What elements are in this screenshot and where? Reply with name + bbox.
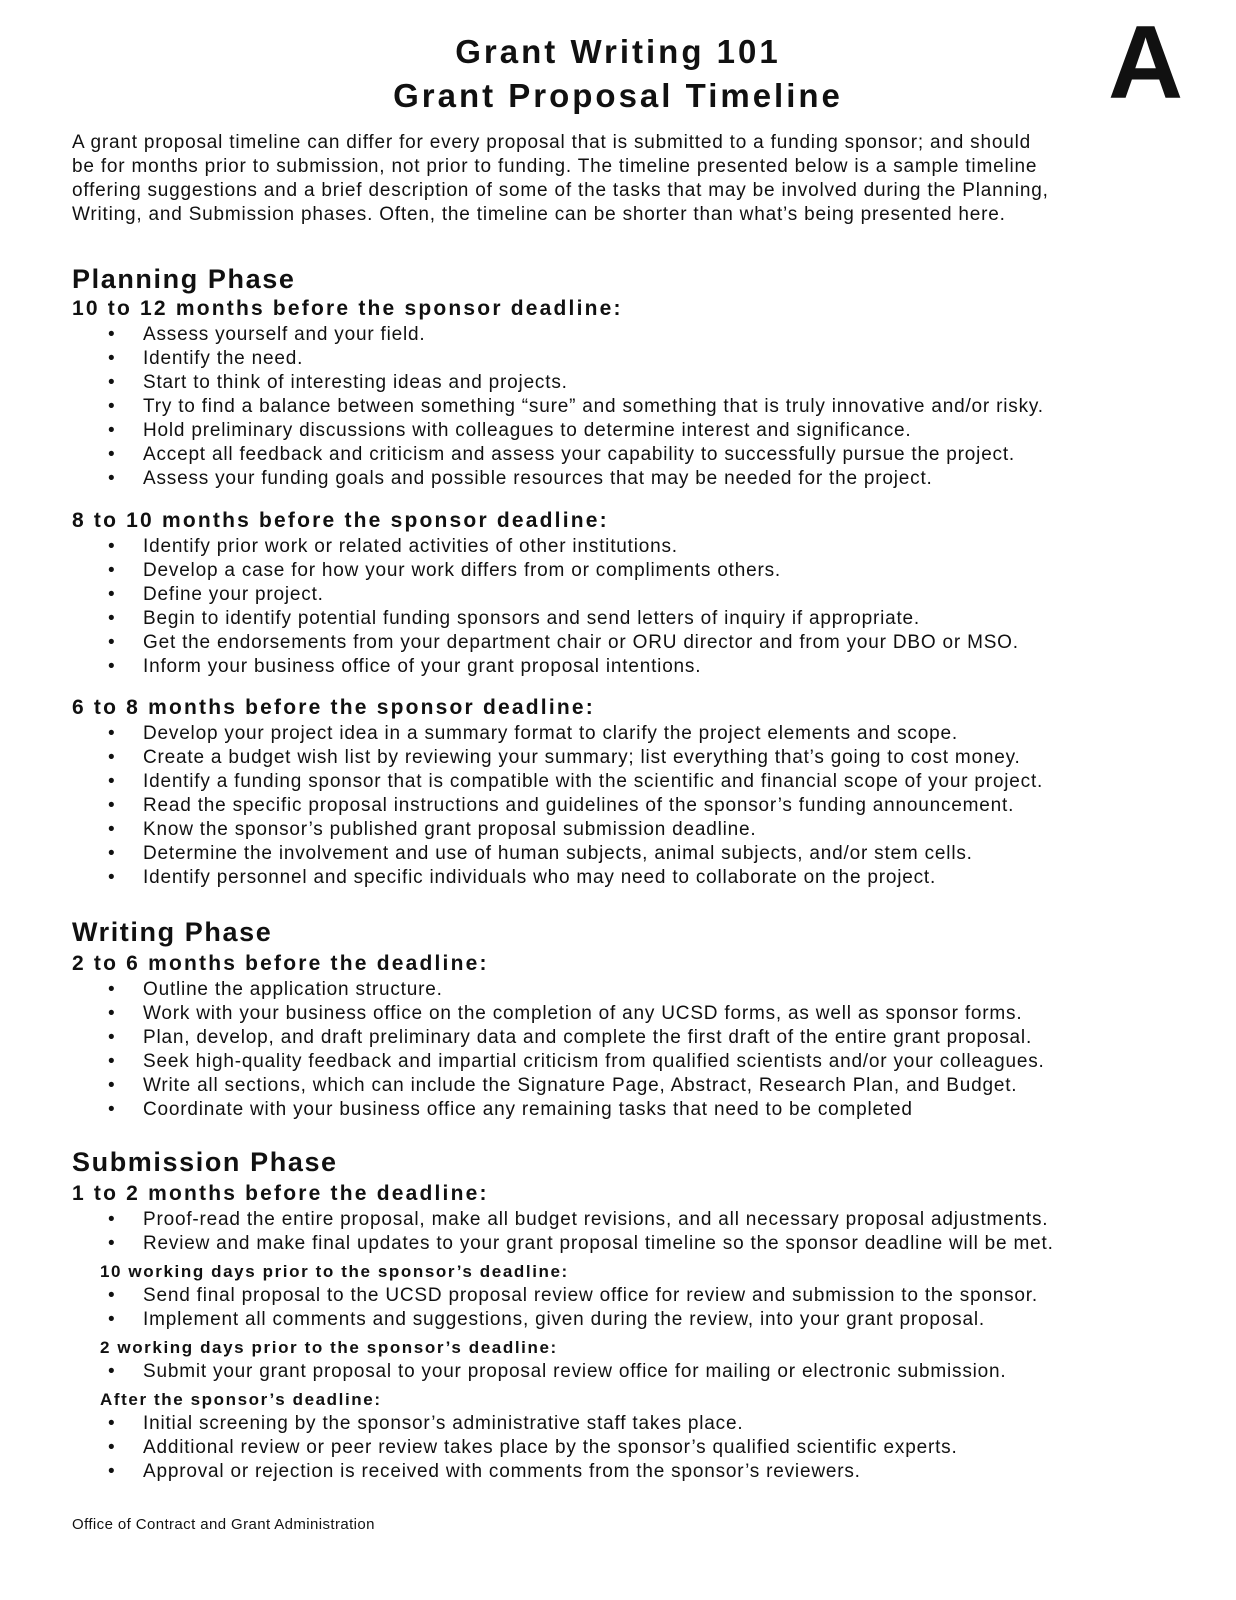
list-item: • Send final proposal to the UCSD proposal review office for review and submission to the sponsor. (72, 1284, 1212, 1308)
document-body (72, 131, 1212, 1484)
task-list (72, 323, 1212, 491)
list-item: • Accept all feedback and criticism and assess your capability to successfully pursue the project. (72, 443, 1212, 467)
intro-line: offering suggestions and a brief description of some of the tasks that may be involved during the Planning, (72, 180, 1049, 201)
submission-timeframe-heading: 1 to 2 months before the deadline: (72, 1182, 489, 1205)
list-item: • Hold preliminary discussions with colleagues to determine interest and significance. (72, 419, 1212, 443)
list-item: • Assess yourself and your field. (72, 323, 1212, 347)
deadline-subheading: 10 working days prior to the sponsor’s deadline: (100, 1262, 569, 1281)
list-item: • Develop your project idea in a summary format to clarify the project elements and scope. (72, 722, 1212, 746)
list-item: • Review and make final updates to your grant proposal timeline so the sponsor deadline will be met. (72, 1232, 1212, 1256)
task-list (72, 1360, 1212, 1384)
list-item: • Additional review or peer review takes place by the sponsor’s qualified scientific experts. (72, 1436, 1212, 1460)
list-item: • Start to think of interesting ideas and projects. (72, 371, 1212, 395)
planning-phase-heading: Planning Phase (72, 264, 296, 294)
list-item: • Define your project. (72, 583, 1212, 607)
deadline-subheading: After the sponsor’s deadline: (100, 1390, 382, 1409)
list-item: • Submit your grant proposal to your proposal review office for mailing or electronic submission. (72, 1360, 1212, 1384)
intro-line: A grant proposal timeline can differ for every proposal that is submitted to a funding sponsor; and should (72, 132, 1031, 153)
document-title (0, 30, 1236, 118)
intro-paragraph (72, 131, 1212, 227)
list-item: • Try to find a balance between something “sure” and something that is truly innovative and/or risky. (72, 395, 1212, 419)
list-item: • Outline the application structure. (72, 978, 1212, 1002)
list-item: • Plan, develop, and draft preliminary data and complete the first draft of the entire grant proposal. (72, 1026, 1212, 1050)
list-item: • Identify personnel and specific individuals who may need to collaborate on the project. (72, 866, 1212, 890)
task-list (72, 1412, 1212, 1484)
list-item: • Inform your business office of your grant proposal intentions. (72, 655, 1212, 679)
list-item: • Proof-read the entire proposal, make all budget revisions, and all necessary proposal adjustments. (72, 1208, 1212, 1232)
list-item: • Determine the involvement and use of human subjects, animal subjects, and/or stem cells. (72, 842, 1212, 866)
list-item: • Seek high-quality feedback and impartial criticism from qualified scientists and/or your colleagues. (72, 1050, 1212, 1074)
submission-phase-heading: Submission Phase (72, 1147, 338, 1177)
list-item: • Approval or rejection is received with comments from the sponsor’s reviewers. (72, 1460, 1212, 1484)
list-item: • Read the specific proposal instructions and guidelines of the sponsor’s funding announcement. (72, 794, 1212, 818)
intro-line: be for months prior to submission, not prior to funding. The timeline presented below is a sample timeline (72, 156, 1038, 177)
task-list (72, 722, 1212, 890)
task-list (72, 535, 1212, 679)
list-item: • Coordinate with your business office any remaining tasks that need to be completed (72, 1098, 1212, 1122)
title-line-1: Grant Writing 101 (455, 33, 781, 70)
list-item: • Identify a funding sponsor that is compatible with the scientific and financial scope of your project. (72, 770, 1212, 794)
deadline-subheading: 2 working days prior to the sponsor’s deadline: (100, 1338, 558, 1357)
list-item: • Implement all comments and suggestions, given during the review, into your grant proposal. (72, 1308, 1212, 1332)
list-item: • Work with your business office on the completion of any UCSD forms, as well as sponsor forms. (72, 1002, 1212, 1026)
submission-subgroups (72, 1260, 1212, 1484)
footer-text: Office of Contract and Grant Administration (72, 1516, 375, 1533)
list-item: • Assess your funding goals and possible resources that may be needed for the project. (72, 467, 1212, 491)
writing-timeframe-heading: 2 to 6 months before the deadline: (72, 952, 489, 975)
list-item: • Identify the need. (72, 347, 1212, 371)
submission-task-list (72, 1208, 1212, 1256)
timeframe-heading: 6 to 8 months before the sponsor deadline: (72, 696, 595, 719)
corner-letter-mark: A (1108, 5, 1184, 121)
list-item: • Know the sponsor’s published grant proposal submission deadline. (72, 818, 1212, 842)
list-item: • Create a budget wish list by reviewing your summary; list everything that’s going to cost money. (72, 746, 1212, 770)
intro-line: Writing, and Submission phases. Often, the timeline can be shorter than what’s being presented here. (72, 204, 1006, 225)
writing-phase-heading: Writing Phase (72, 917, 273, 947)
list-item: • Develop a case for how your work differs from or compliments others. (72, 559, 1212, 583)
timeframe-heading: 10 to 12 months before the sponsor deadline: (72, 297, 623, 320)
task-list (72, 1284, 1212, 1332)
timeframe-heading: 8 to 10 months before the sponsor deadline: (72, 509, 609, 532)
list-item: • Initial screening by the sponsor’s administrative staff takes place. (72, 1412, 1212, 1436)
title-line-2: Grant Proposal Timeline (393, 77, 843, 114)
planning-groups (72, 295, 1212, 890)
list-item: • Begin to identify potential funding sponsors and send letters of inquiry if appropriate. (72, 607, 1212, 631)
list-item: • Identify prior work or related activities of other institutions. (72, 535, 1212, 559)
list-item: • Write all sections, which can include the Signature Page, Abstract, Research Plan, and Budget. (72, 1074, 1212, 1098)
list-item: • Get the endorsements from your department chair or ORU director and from your DBO or MSO. (72, 631, 1212, 655)
writing-task-list (72, 978, 1212, 1122)
